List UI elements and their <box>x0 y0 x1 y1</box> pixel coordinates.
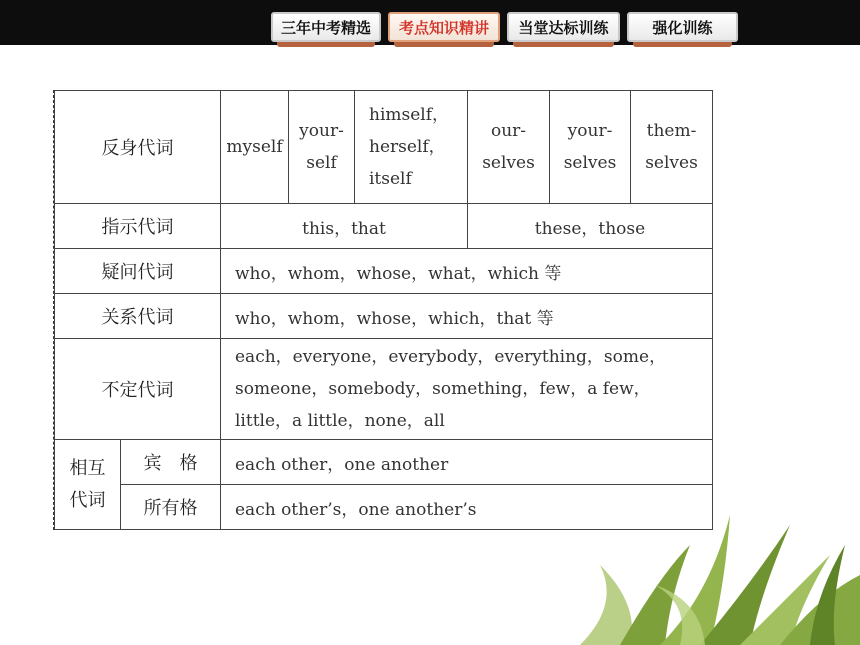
interrogative-words: who，whom，whose，what，which 等 <box>221 249 713 294</box>
nav-tab-label: 三年中考精选 <box>280 19 371 37</box>
nav-tab-intensive-training[interactable] <box>627 12 738 42</box>
relative-words: who，whom，whose，which，that 等 <box>221 294 713 339</box>
indefinite-label: 不定代词 <box>55 339 221 440</box>
decorative-grass-image <box>560 485 860 645</box>
nav-tab-label: 强化训练 <box>652 19 713 37</box>
demonstrative-singular: this，that <box>221 204 468 249</box>
interrogative-row <box>55 249 713 294</box>
reflexive-label: 反身代词 <box>55 91 221 204</box>
reflexive-form-4: our- selves <box>468 91 550 204</box>
reflexive-row <box>55 91 713 204</box>
indefinite-row <box>55 339 713 440</box>
nav-tab-past-exams[interactable] <box>271 12 381 42</box>
reciprocal-objective-row <box>55 440 713 485</box>
indefinite-words: each，everyone，everybody，everything，some， someone，somebody，something，few，a few， little，a little，none，all <box>221 339 713 440</box>
objective-case-label: 宾 格 <box>121 440 221 485</box>
demonstrative-row <box>55 204 713 249</box>
pronoun-table <box>54 90 713 530</box>
nav-tab-class-practice[interactable] <box>507 12 620 42</box>
possessive-case-words: each other’s，one another’s <box>221 485 713 530</box>
relative-row <box>55 294 713 339</box>
reciprocal-label: 相互 代词 <box>55 440 121 530</box>
relative-label: 关系代词 <box>55 294 221 339</box>
nav-tab-label: 当堂达标训练 <box>518 19 609 37</box>
reflexive-form-1: myself <box>221 91 289 204</box>
reflexive-form-5: your- selves <box>550 91 631 204</box>
nav-tab-label: 考点知识精讲 <box>398 19 489 37</box>
possessive-case-label: 所有格 <box>121 485 221 530</box>
reflexive-form-2: your- self <box>289 91 355 204</box>
demonstrative-plural: these，those <box>468 204 713 249</box>
demonstrative-label: 指示代词 <box>55 204 221 249</box>
nav-tab-key-points[interactable] <box>388 12 500 42</box>
reflexive-form-3: himself， herself， itself <box>355 91 468 204</box>
reflexive-form-6: them- selves <box>631 91 713 204</box>
pronoun-table-container <box>53 90 713 530</box>
interrogative-label: 疑问代词 <box>55 249 221 294</box>
objective-case-words: each other，one another <box>221 440 713 485</box>
